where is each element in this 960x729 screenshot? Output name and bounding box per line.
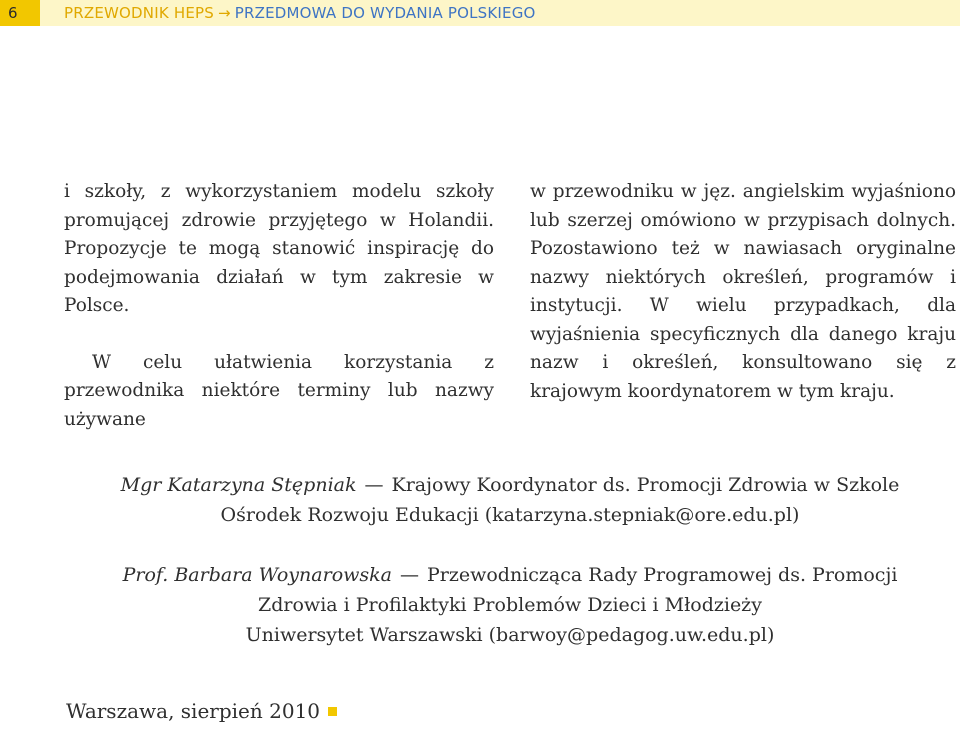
page-header <box>0 0 960 26</box>
signature-line <box>100 560 920 590</box>
signature-block-1 <box>100 470 920 530</box>
signature-role: Krajowy Koordynator ds. Promocji Zdrowia w Szkole <box>391 474 900 496</box>
breadcrumb-section: PRZEWODNIK HEPS <box>64 4 214 22</box>
signature-dash: — <box>364 474 384 496</box>
right-column <box>530 178 956 406</box>
signature-affiliation: Uniwersytet Warszawski (barwoy@pedagog.uw.edu.pl) <box>245 624 775 646</box>
left-paragraph-2: W celu ułatwienia korzystania z przewodnika niektóre terminy lub nazwy używane <box>64 351 494 430</box>
signature-role-continued: Zdrowia i Profilaktyki Problemów Dzieci i Młodzieży <box>258 594 762 616</box>
footer-place-date <box>66 699 337 723</box>
signature-dash: — <box>399 564 419 586</box>
right-paragraph-1: w przewodniku w jęz. angielskim wyjaśniono lub szerzej omówiono w przypisach dolnych. Pozostawiono też w nawiasach oryginalne nazwy niektórych określeń, programów i instytucji. W wielu przypadkach, dla wyjaśnienia specyficznych dla danego kraju nazw i określeń, konsultowano się z krajowym koordynatorem w tym kraju. <box>530 181 956 402</box>
page-number: 6 <box>8 4 18 22</box>
end-mark-square-icon <box>328 707 337 716</box>
signature-name: Prof. Barbara Woynarowska <box>122 564 392 586</box>
signature-line <box>100 470 920 500</box>
arrow-right-icon: → <box>217 4 231 22</box>
signature-role: Przewodnicząca Rady Programowej ds. Promocji <box>426 564 898 586</box>
signature-name: Mgr Katarzyna Stępniak <box>120 474 357 496</box>
place-date: Warszawa, sierpień 2010 <box>66 699 321 723</box>
breadcrumb <box>64 4 536 22</box>
signature-affiliation: Ośrodek Rozwoju Edukacji (katarzyna.stepniak@ore.edu.pl) <box>220 504 800 526</box>
signature-block-2 <box>100 560 920 650</box>
left-paragraph-1: i szkoły, z wykorzystaniem modelu szkoły promującej zdrowie przyjętego w Holandii. Propozycje te mogą stanowić inspirację do podejmowania działań w tym zakresie w Polsce. <box>64 181 494 316</box>
page-number-box <box>0 0 40 26</box>
breadcrumb-current: PRZEDMOWA DO WYDANIA POLSKIEGO <box>234 4 536 22</box>
left-column <box>64 178 494 434</box>
